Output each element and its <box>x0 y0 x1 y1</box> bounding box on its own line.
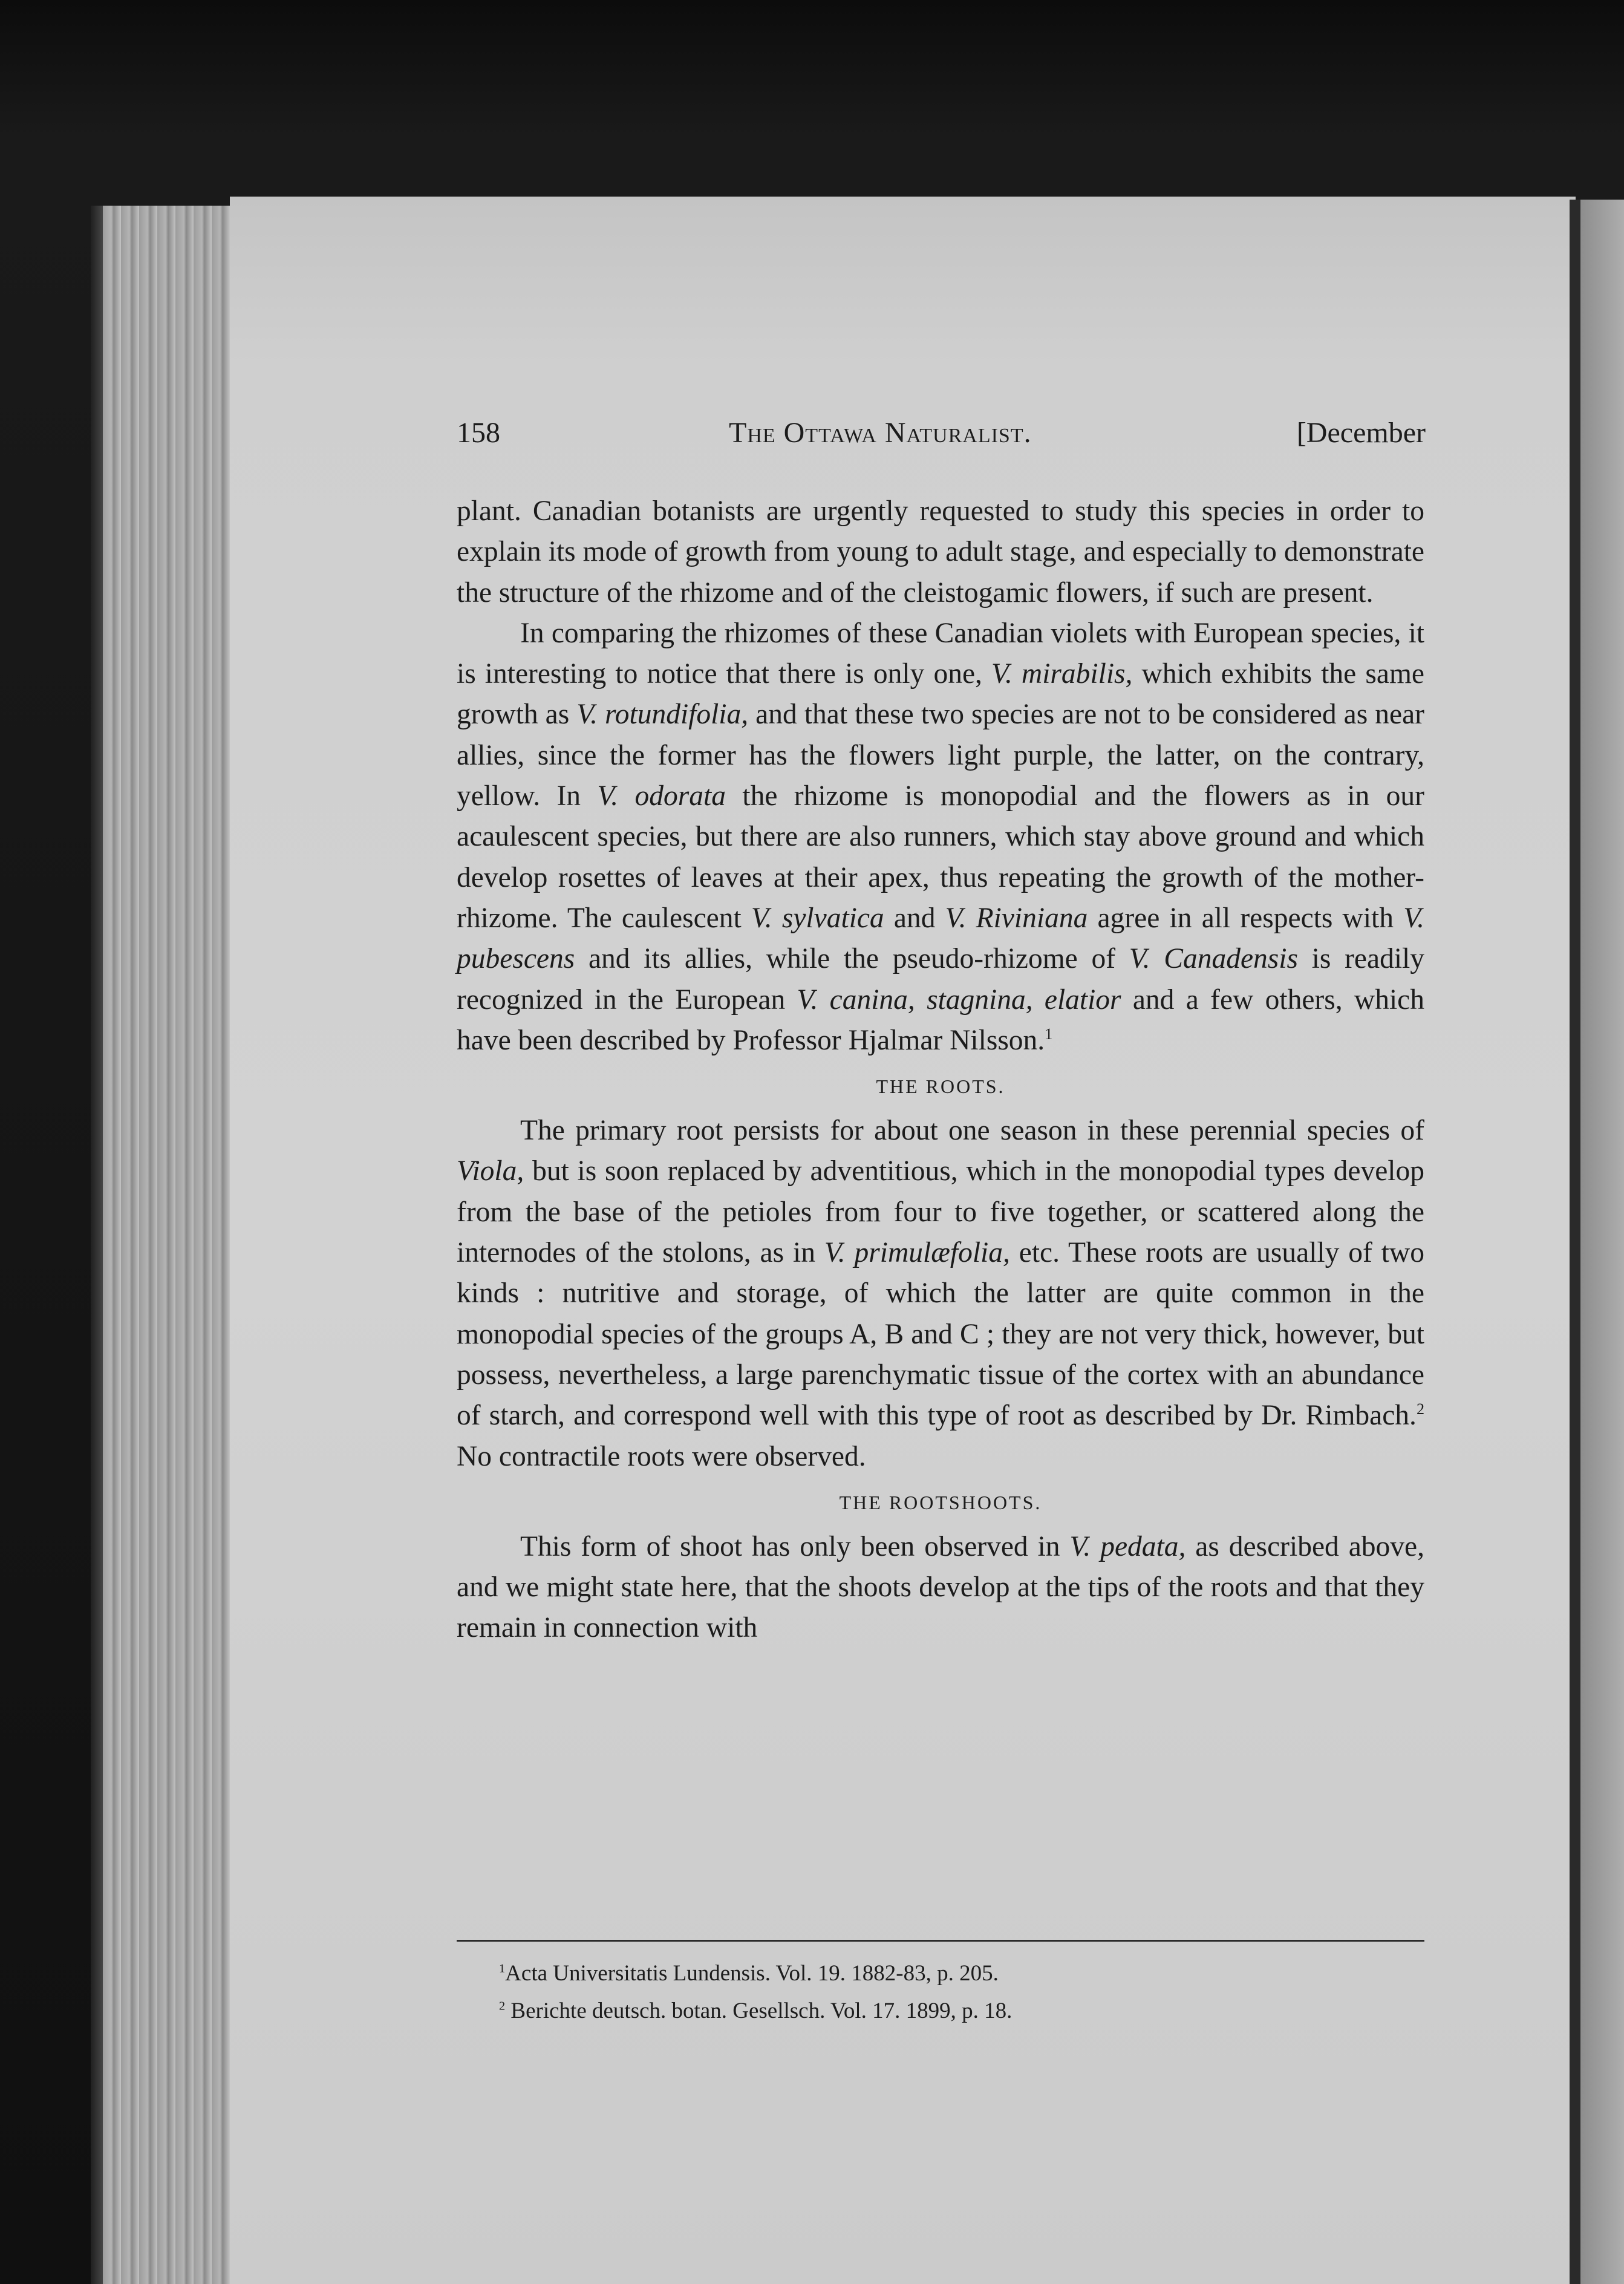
binding-gutter <box>1570 200 1580 2284</box>
paragraph-4: This form of shoot has only been observed in V. pedata, as described above, and we might state here, that the shoots develop at the tips of the roots and that they remain in connection with <box>457 1530 1425 1644</box>
paragraph-2: In comparing the rhizomes of these Canadian violets with European species, it is interesting to notice that there is only one, V. mirabilis, which exhibits the same growth as V. rotundifolia, and that these two species are not to be considered as near allies, since the former has the flowers light purple, the latter, on the contrary, yellow. In V. odorata the rhizome is monopodial and the flowers as in our acaulescent species, but there are also runners, which stay above ground and which develop rosettes of leaves at their apex, thus repeating the growth of the mother-rhizome. The caulescent V. sylvatica and V. Riviniana agree in all respects with V. pubescens and its allies, while the pseudo-rhizome of V. Canadensis is readily recognized in the European V. canina, stagnina, elatior and a few others, which have been described by Professor Hjalmar Nilsson.$^1$ <box>457 617 1424 1056</box>
footnote-ref-2: 2 <box>1416 1400 1424 1418</box>
issue-month: [December <box>1296 417 1426 449</box>
footnote-2: $^2$ Berichte deutsch. botan. Gesellsch. Vol. 17. 1899, p. 18. <box>499 1998 1013 2023</box>
heading-the-roots: THE ROOTS. <box>876 1075 1005 1098</box>
stacked-page-edges <box>103 206 242 2284</box>
article-body <box>457 491 1424 1649</box>
footnote-1: $^1$Acta Universitatis Lundensis. Vol. 19. 1882-83, p. 205. <box>499 1961 999 1986</box>
page-number: 158 <box>457 417 500 449</box>
footnote-ref-1: 1 <box>1045 1025 1053 1043</box>
heading-the-rootshoots: THE ROOTSHOOTS. <box>839 1491 1042 1513</box>
paragraph-3: The primary root persists for about one season in these perennial species of Viola, but is soon replaced by adventitious, which in the monopodial types develop from the base of the petioles from four to five together, or scattered along the internodes of the stolons, as in V. primulæfolia, etc. These roots are usually of two kinds : nutritive and storage, of which the latter are quite common in the monopodial species of the groups A, B and C ; they are not very thick, however, but possess, nevertheless, a large parenchymatic tissue of the cortex with an abundance of starch, and correspond well with this type of root as described by Dr. Rimbach.$^2$ No contractile roots were observed. <box>457 1115 1424 1472</box>
journal-title: The Ottawa Naturalist. <box>729 417 1032 449</box>
facing-page-edge <box>1580 200 1624 2284</box>
footnote-rule <box>457 1940 1424 1942</box>
running-head <box>457 416 1424 458</box>
paragraph-1: plant. Canadian botanists are urgently requested to study this species in order to explain its mode of growth from young to adult stage, and especially to demonstrate the structure of the rhizome and of the cleistogamic flowers, if such are present. <box>457 495 1424 609</box>
footnotes <box>499 1955 1406 2030</box>
